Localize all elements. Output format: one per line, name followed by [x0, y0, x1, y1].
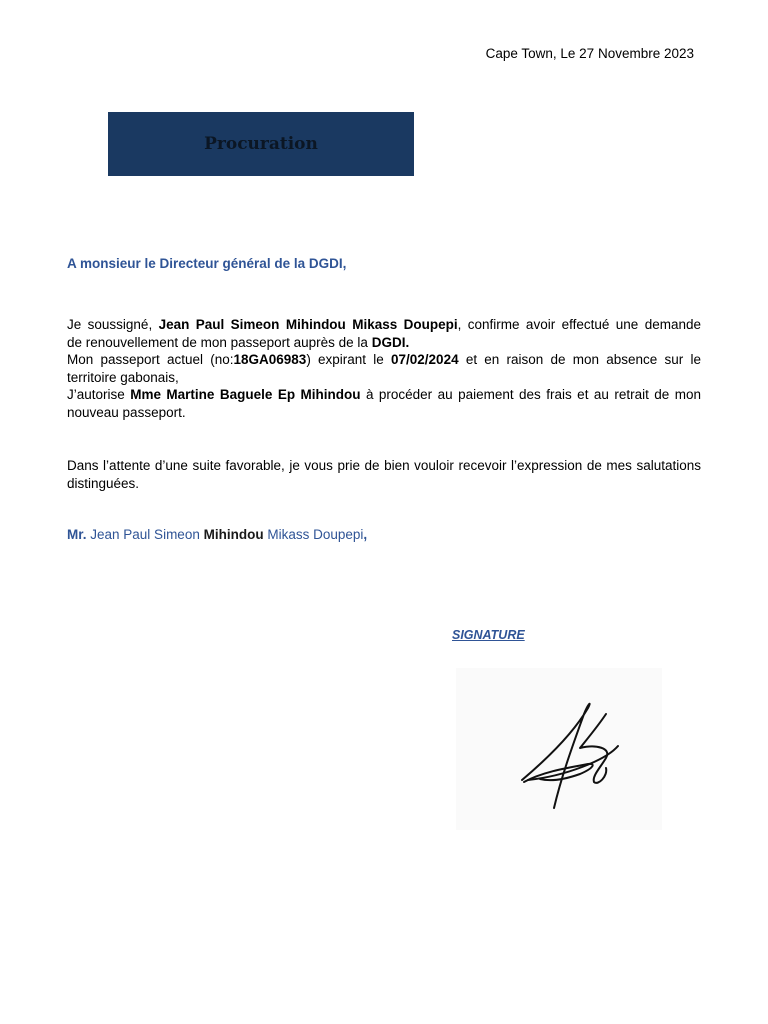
signoff-name: Mr. Jean Paul Simeon Mihindou Mikass Doupepi,	[67, 527, 368, 542]
expiry-date: 07/02/2024	[391, 352, 459, 367]
body-paragraph-2: Dans l’attente d’une suite favorable, je vous prie de bien vouloir recevoir l’expression de mes salutations distinguées.	[67, 458, 701, 491]
line-1: Je soussigné, Jean Paul Simeon Mihindou Mikass Doupepi, confirme avoir effectué une demande	[67, 317, 701, 332]
passport-number: 18GA06983	[233, 352, 307, 367]
salutation: A monsieur le Directeur général de la DGDI,	[67, 256, 347, 271]
document-title: Procuration	[204, 134, 318, 154]
principal-name: Jean Paul Simeon Mihindou Mikass Doupepi	[158, 317, 458, 332]
line-6: nouveau passeport.	[67, 404, 186, 420]
line-4: territoire gabonais,	[67, 369, 179, 385]
line-2: de renouvellement de mon passeport auprès de la DGDI.	[67, 334, 410, 350]
body-paragraph-1	[67, 316, 701, 421]
place-date: Cape Town, Le 27 Novembre 2023	[485, 46, 694, 61]
signature-label: SIGNATURE	[452, 628, 525, 642]
line-5: J’autorise Mme Martine Baguele Ep Mihindou à procéder au paiement des frais et au retrait de mon	[67, 387, 702, 402]
handwritten-signature-icon	[456, 668, 662, 830]
title-banner	[108, 112, 414, 176]
line-3: Mon passeport actuel (no:18GA06983) expirant le 07/02/2024 et en raison de mon absence sur le	[67, 352, 701, 367]
agent-name: Mme Martine Baguele Ep Mihindou	[130, 387, 361, 402]
organization: DGDI.	[371, 334, 410, 350]
signoff-title: Mr.	[67, 527, 87, 542]
